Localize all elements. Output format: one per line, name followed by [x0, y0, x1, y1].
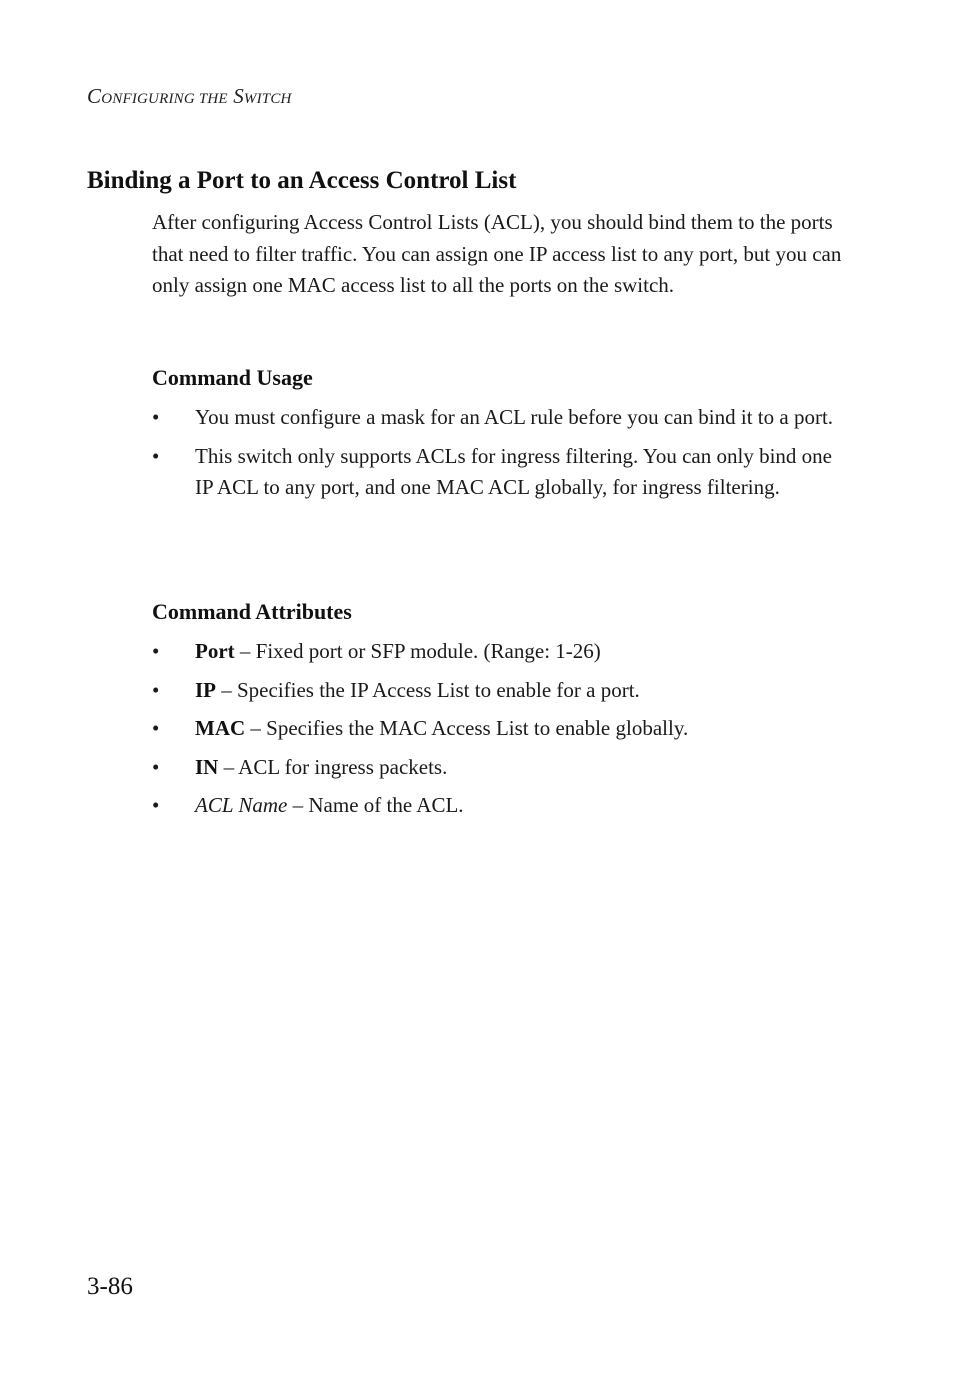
list-item — [152, 790, 852, 822]
list-item — [152, 675, 852, 707]
attribute-description: – Specifies the MAC Access List to enable globally. — [245, 716, 689, 740]
list-item — [152, 752, 852, 784]
attribute-term: Port — [195, 639, 235, 663]
attribute-term: IP — [195, 677, 216, 702]
list-item-text: You must configure a mask for an ACL rule before you can bind it to a port. — [195, 405, 834, 429]
list-item — [152, 402, 852, 434]
bullet-icon: • — [152, 754, 160, 779]
attribute-description: – Specifies the IP Access List to enable for a port. — [216, 677, 640, 702]
list-item — [152, 441, 852, 504]
running-header — [87, 84, 292, 109]
command-usage-heading: Command Usage — [152, 365, 313, 390]
attribute-term: IN — [195, 754, 219, 779]
running-header-cap-1: C — [87, 84, 102, 108]
intro-paragraph: After configuring Access Control Lists (ACL), you should bind them to the ports that need to filter traffic. You can assign one IP access list to any port, but you can only assign one MAC access list to all the ports on the switch. — [152, 210, 842, 297]
running-header-text-2: WITCH — [243, 91, 292, 107]
bullet-icon: • — [152, 405, 160, 429]
attribute-term: ACL Name — [195, 793, 288, 817]
bullet-icon: • — [152, 716, 160, 740]
bullet-icon: • — [152, 639, 160, 663]
section-title: Binding a Port to an Access Control List — [87, 167, 517, 194]
attribute-term: MAC — [195, 716, 246, 740]
attribute-description: – Fixed port or SFP module. (Range: 1-26) — [234, 639, 601, 663]
command-attributes-heading: Command Attributes — [152, 599, 352, 624]
attribute-description: – Name of the ACL. — [287, 793, 464, 817]
list-item — [152, 713, 852, 745]
running-header-cap-2: S — [233, 84, 244, 108]
command-usage-list — [152, 402, 852, 504]
bullet-icon: • — [152, 677, 160, 702]
bullet-icon: • — [152, 443, 160, 468]
attribute-description: – ACL for ingress packets. — [218, 754, 448, 779]
command-attributes-list — [152, 636, 852, 822]
page-number: 3-86 — [87, 1273, 133, 1300]
running-header-text-1: ONFIGURING THE — [101, 91, 228, 107]
list-item — [152, 636, 852, 668]
bullet-icon: • — [152, 793, 160, 817]
list-item-text: This switch only supports ACLs for ingress filtering. You can only bind one IP ACL to any port, and one MAC ACL globally, for ingress filtering. — [195, 443, 832, 499]
